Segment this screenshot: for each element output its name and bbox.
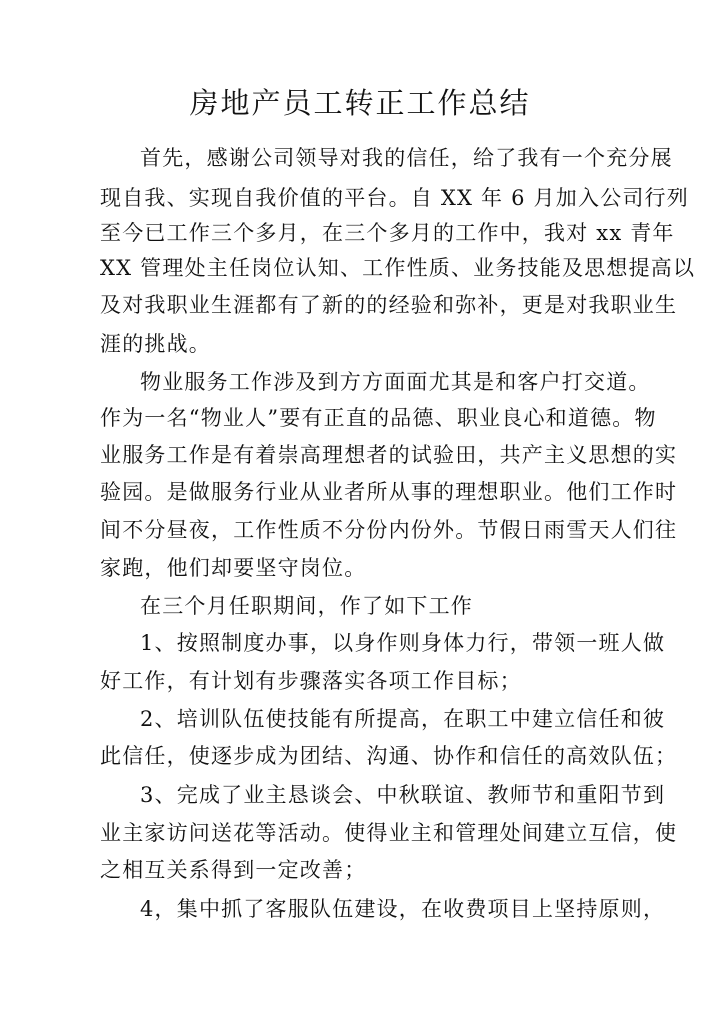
list-item-line: 1、按照制度办事，以身作则身体力行，带领一班人做 bbox=[140, 631, 666, 655]
paragraph-line: XX 管理处主任岗位认知、工作性质、业务技能及思想提高以 bbox=[100, 256, 696, 280]
paragraph-line: 及对我职业生涯都有了新的的经验和弥补，更是对我职业生 bbox=[100, 293, 678, 317]
list-item-line: 3、完成了业主恳谈会、中秋联谊、教师节和重阳节到 bbox=[140, 783, 666, 807]
paragraph-line: 验园。是做服务行业从业者所从事的理想职业。他们工作时 bbox=[100, 480, 678, 504]
paragraph-line: 在三个月任职期间，作了如下工作 bbox=[140, 594, 473, 618]
paragraph-line: 现自我、实现自我价值的平台。自 XX 年 6 月加入公司行列 bbox=[100, 186, 689, 210]
paragraph-line: 业服务工作是有着崇高理想者的试验田，共产主义思想的实 bbox=[100, 443, 678, 467]
paragraph-line: 首先，感谢公司领导对我的信任，给了我有一个充分展 bbox=[140, 146, 673, 170]
paragraph-line: 物业服务工作涉及到方方面面尤其是和客户打交道。 bbox=[140, 370, 651, 394]
paragraph-line: 家跑，他们却要坚守岗位。 bbox=[100, 556, 367, 580]
list-item-line: 2、培训队伍使技能有所提高，在职工中建立信任和彼 bbox=[140, 707, 666, 731]
paragraph-line: 至今已工作三个多月，在三个多月的工作中，我对 xx 青年 bbox=[100, 221, 675, 245]
document-title: 房地产员工转正工作总结 bbox=[189, 86, 531, 120]
list-item-line: 好工作，有计划有步骤落实各项工作目标； bbox=[100, 669, 522, 693]
list-item-line: 之相互关系得到一定改善； bbox=[100, 858, 367, 882]
paragraph-line: 间不分昼夜，工作性质不分份内份外。节假日雨雪天人们往 bbox=[100, 518, 678, 542]
paragraph-line: 涯的挑战。 bbox=[100, 332, 211, 356]
list-item-line: 此信任，使逐步成为团结、沟通、协作和信任的高效队伍； bbox=[100, 744, 678, 768]
list-item-line: 业主家访问送花等活动。使得业主和管理处间建立互信，使 bbox=[100, 821, 678, 845]
paragraph-line: 作为一名“物业人”要有正直的品德、职业良心和道德。物 bbox=[100, 406, 657, 430]
list-item-line: 4，集中抓了客服队伍建设，在收费项目上坚持原则， bbox=[140, 897, 666, 921]
